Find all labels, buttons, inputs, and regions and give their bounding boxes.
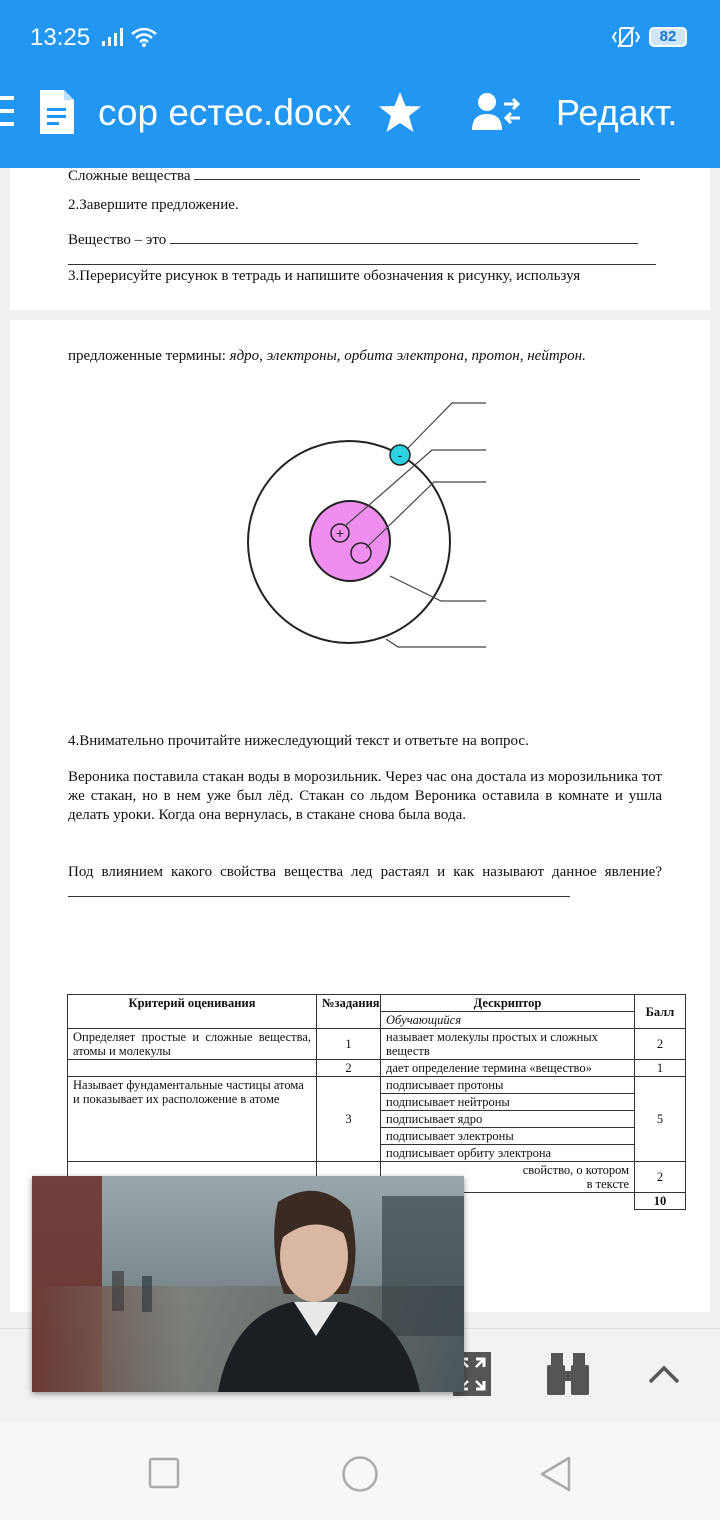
wifi-icon — [130, 26, 158, 48]
proton-sign: + — [335, 525, 345, 541]
complex-substances-line — [68, 165, 640, 185]
video-overlay[interactable] — [32, 1176, 464, 1392]
star-icon[interactable] — [378, 91, 422, 133]
vibrate-icon — [610, 26, 642, 48]
table-row — [68, 1029, 686, 1060]
menu-icon[interactable] — [0, 94, 14, 128]
question-4: 4.Внимательно прочитайте нижеследующий текст и ответьте на вопрос. — [68, 733, 529, 749]
answer-blank — [68, 882, 570, 897]
header-learner: Обучающийся — [381, 1012, 635, 1029]
document-page-1 — [10, 168, 710, 310]
atom-diagram — [246, 390, 494, 660]
story-paragraph: Вероника поставила стакан воды в морозильник. Через час она достала из морозильника тот же стакан, но в нем уже был лёд. Стакан со льдом Вероника оставила в комнате и ушла делать уроки. Когда она вернулась, в стакане снова была вода. — [68, 769, 662, 823]
table-row — [68, 1060, 686, 1077]
document-icon — [38, 90, 74, 134]
table-cell: Называет фундаментальные частицы атома и показывает их расположение в атоме — [68, 1077, 317, 1162]
nucleus — [310, 501, 390, 581]
document-page-2 — [10, 320, 710, 1312]
question-paragraph — [68, 863, 662, 903]
header-criterion: Критерий оценивания — [68, 995, 317, 1029]
app-toolbar — [0, 56, 720, 168]
share-user-icon[interactable] — [472, 92, 522, 132]
header-score: Балл — [635, 995, 686, 1029]
table-cell: 5 — [635, 1077, 686, 1162]
answer-blank — [194, 165, 640, 180]
terms-line — [68, 347, 586, 365]
table-cell: подписывает орбиту электрона — [381, 1145, 635, 1162]
table-cell: подписывает ядро — [381, 1111, 635, 1128]
table-cell: 1 — [317, 1029, 381, 1060]
signal-icon — [102, 28, 124, 46]
recents-button[interactable] — [148, 1457, 180, 1489]
chevron-up-icon[interactable] — [648, 1363, 680, 1385]
total-score: 10 — [635, 1193, 686, 1210]
table-cell: называет молекулы простых и сложных веществ — [381, 1029, 635, 1060]
table-cell: 2 — [635, 1162, 686, 1193]
partial-text: свойство, о котором — [522, 1163, 629, 1177]
status-time: 13:25 — [30, 24, 91, 51]
table-row — [68, 1077, 686, 1094]
system-nav-bar — [0, 1422, 720, 1520]
question-3: 3.Перерисуйте рисунок в тетрадь и напишите обозначения к рисунку, используя — [68, 268, 581, 284]
status-bar — [0, 0, 720, 56]
table-cell: подписывает протоны — [381, 1077, 635, 1094]
substance-definition-line — [68, 229, 638, 249]
table-header-row — [68, 995, 686, 1012]
header-task-number: №задания — [317, 995, 381, 1029]
battery-icon: 82 — [649, 27, 687, 47]
table-cell: подписывает нейтроны — [381, 1094, 635, 1111]
substance-label: Вещество – это — [68, 232, 167, 248]
video-frame-image — [32, 1176, 464, 1392]
find-binoculars-icon[interactable] — [546, 1351, 590, 1397]
edit-button[interactable]: Редакт. — [556, 92, 678, 133]
table-cell: подписывает электроны — [381, 1128, 635, 1145]
header-descriptor: Дескриптор — [381, 995, 635, 1012]
table-cell: Определяет простые и сложные вещества, атомы и молекулы — [68, 1029, 317, 1060]
table-cell: 2 — [635, 1029, 686, 1060]
table-cell — [68, 1060, 317, 1077]
question-2: 2.Завершите предложение. — [68, 197, 239, 213]
question-text: Под влиянием какого свойства вещества лед растаял и как называют данное явление? — [68, 864, 662, 880]
answer-blank-line — [68, 264, 656, 265]
terms-list: ядро, электроны, орбита электрона, протон, нейтрон. — [229, 348, 586, 364]
table-cell: 3 — [317, 1077, 381, 1162]
partial-text: в тексте — [586, 1177, 629, 1191]
table-cell: 1 — [635, 1060, 686, 1077]
answer-blank — [170, 229, 638, 244]
complex-substances-label: Сложные вещества — [68, 168, 191, 184]
table-cell: 2 — [317, 1060, 381, 1077]
table-cell: дает определение термина «вещество» — [381, 1060, 635, 1077]
document-title: сор естес.docx — [98, 92, 352, 133]
back-button[interactable] — [538, 1455, 572, 1493]
terms-prefix: предложенные термины: — [68, 348, 226, 364]
electron-sign: - — [397, 447, 403, 463]
home-button[interactable] — [341, 1455, 379, 1493]
